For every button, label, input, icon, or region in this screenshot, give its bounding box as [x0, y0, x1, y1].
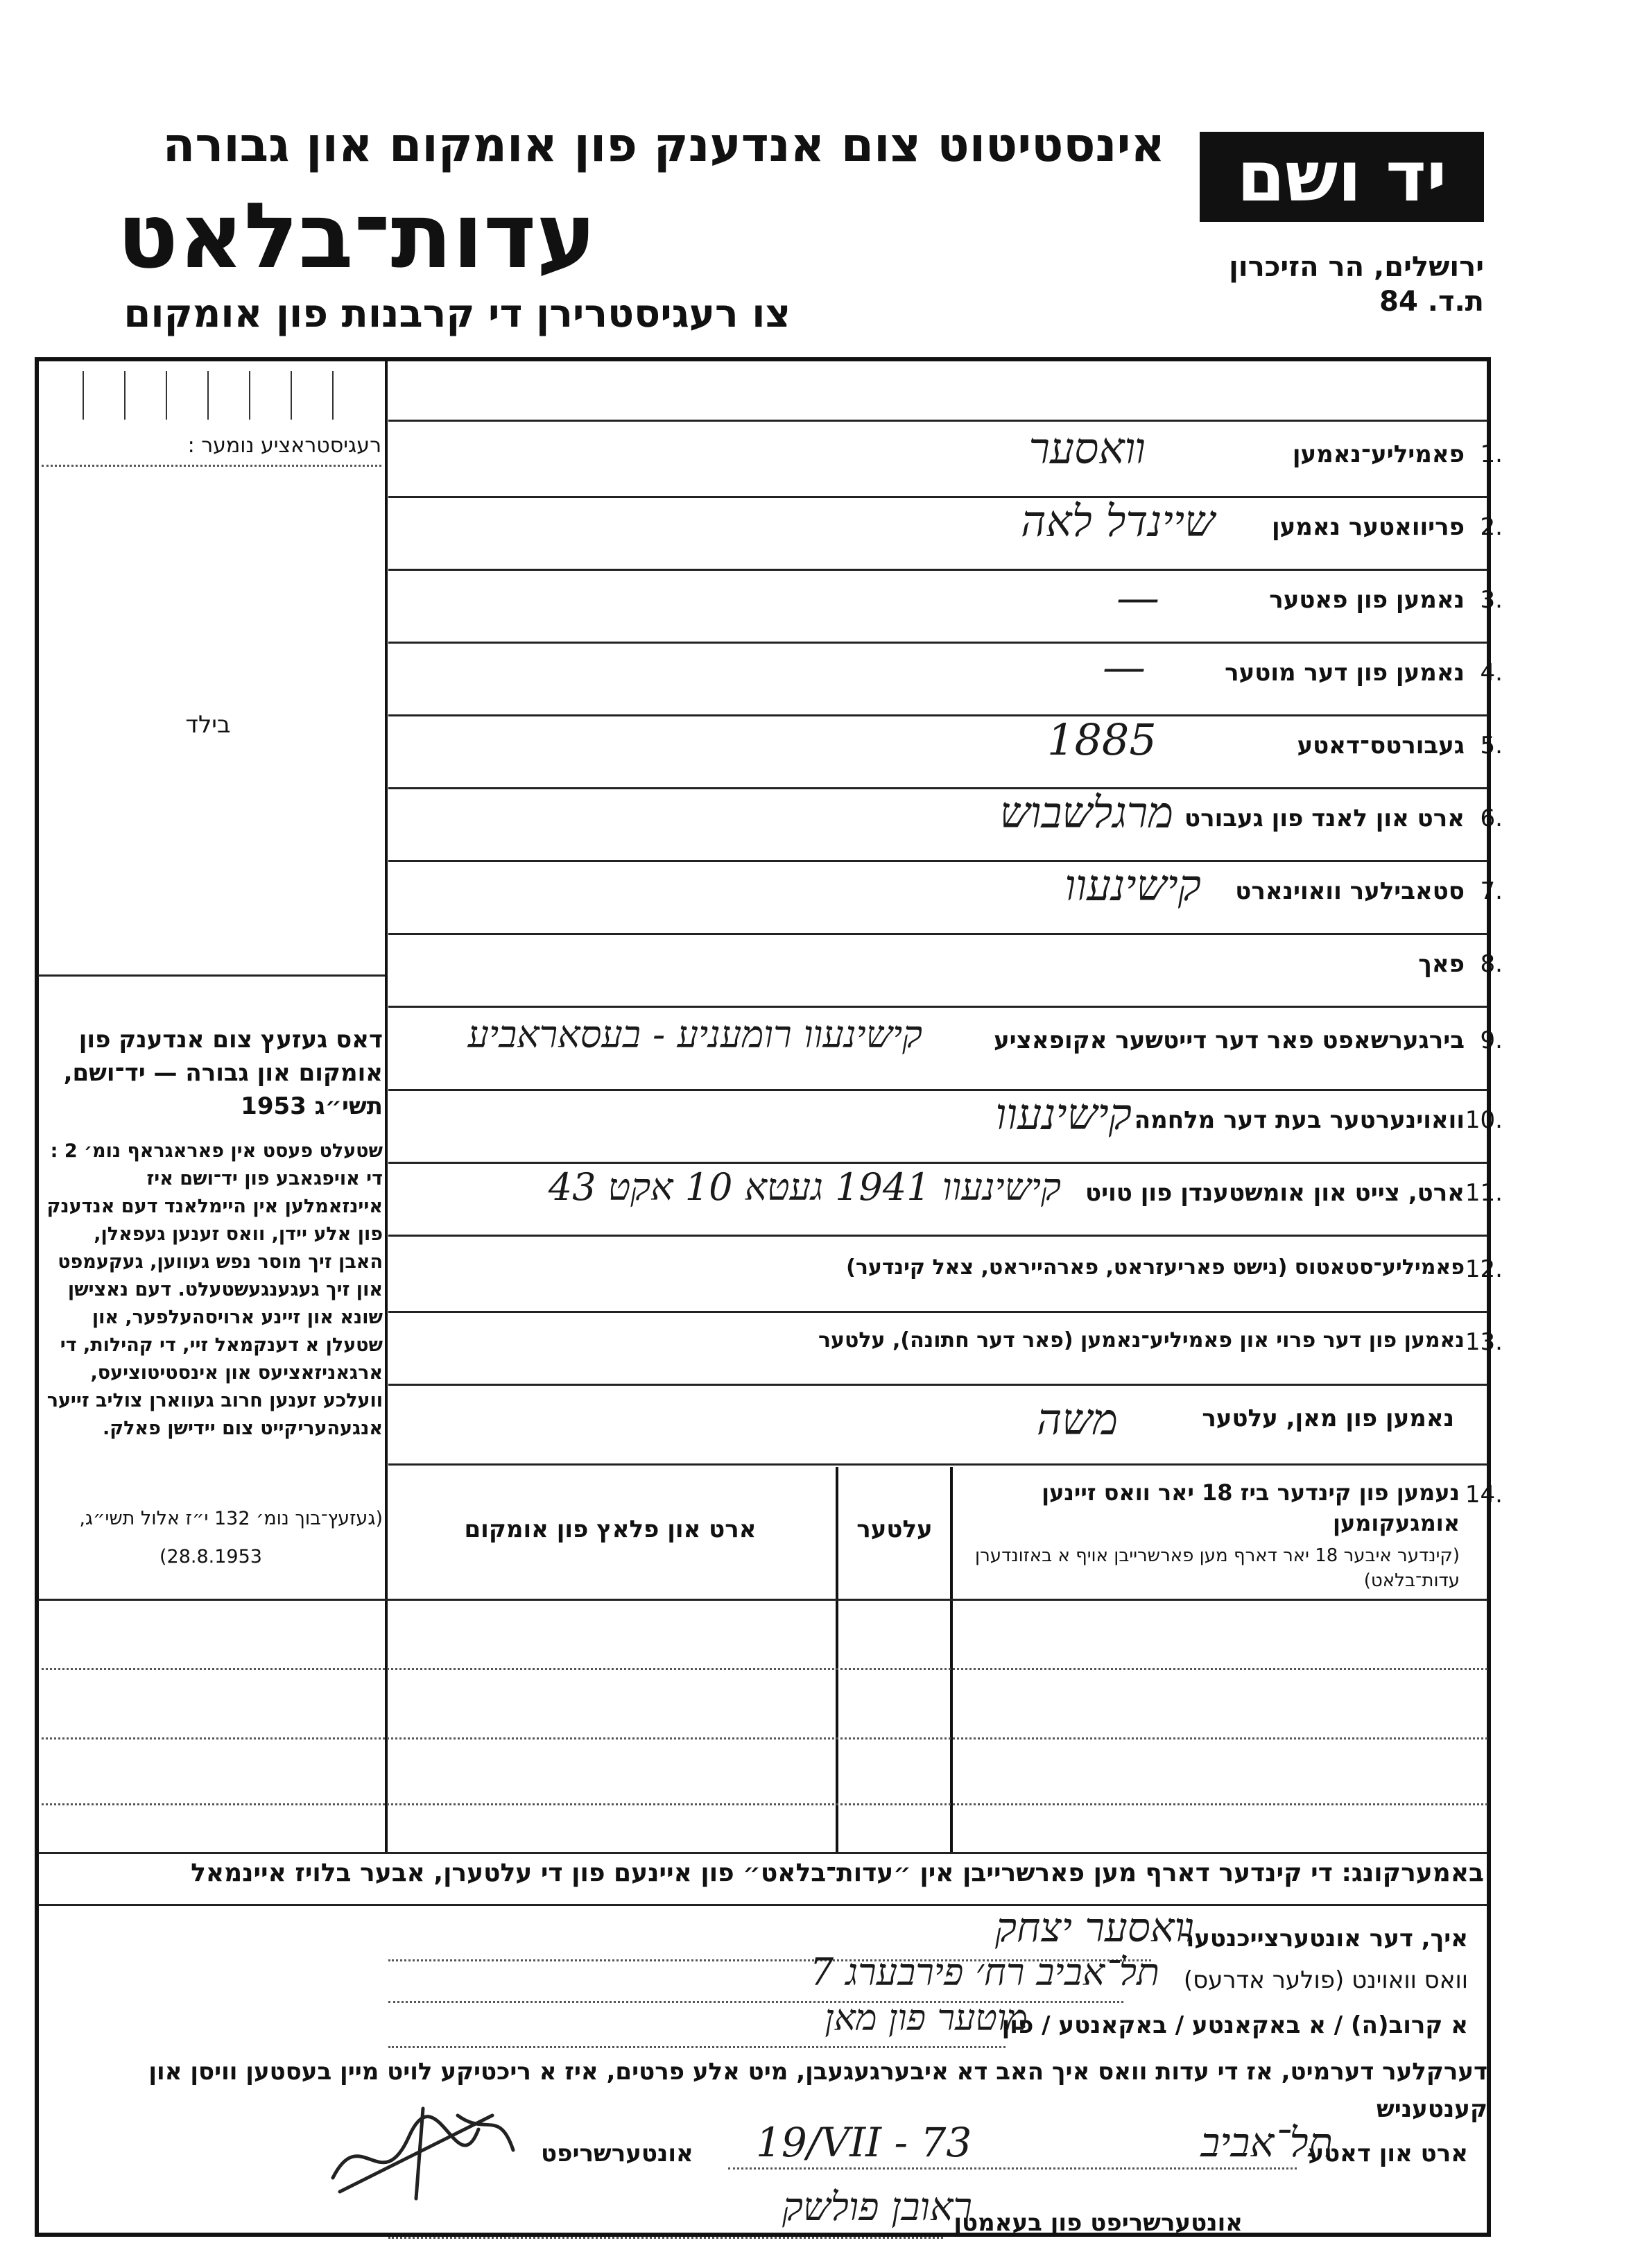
place-value: תל־אביב: [1200, 2119, 1333, 2166]
top-rule: [388, 420, 1487, 422]
field-1-label: פאמיליע־נאמען: [1292, 440, 1465, 468]
page-title: עדות־בלאט: [116, 183, 596, 289]
row-rule-13: [388, 1384, 1487, 1386]
field-13-label: נאמען פון דער פרוי און פאמיליע־נאמען (פאר דער חתונה), עלטער: [818, 1328, 1465, 1352]
field-9-num: 9.: [1480, 1026, 1503, 1054]
field-4-num: 4.: [1480, 659, 1503, 687]
signer-address-value: תל־אביב רח׳ פירבערג 7: [809, 1950, 1159, 1994]
remark-bottom-rule: [38, 1904, 1487, 1906]
row-rule-6: [388, 860, 1487, 862]
field-3-label: נאמען פון פאטער: [1269, 586, 1465, 614]
photo-label: בילד: [185, 711, 231, 739]
address-line-1: ירושלים, הר הזיכרון: [1229, 251, 1484, 283]
field-6-value: מרגלשבוש: [999, 787, 1173, 838]
children-col-divider-2: [836, 1467, 838, 1852]
field-3-num: 3.: [1480, 586, 1503, 614]
signature-scribble: [319, 2095, 527, 2206]
place-date-label: ארט און דאטע: [1308, 2140, 1468, 2167]
field-9-label: בירגערשאפט פאר דער דייטשער אקופאציע: [994, 1026, 1465, 1054]
law-citation: (געזעץ־בוך נומ׳ 132 י״ז אלול תשי״ג,: [79, 1508, 383, 1529]
field-10-value: קישינעוו: [995, 1089, 1132, 1140]
institute-title: אינסטיטוט צום אנדענק פון אומקום און גבורה: [162, 118, 1165, 173]
date-value: 19/VII - 73: [756, 2119, 972, 2166]
row-rule-14: [388, 1463, 1487, 1466]
children-header-rule: [38, 1599, 1487, 1601]
field-7-label: סטאבילער וואוינארט: [1235, 877, 1465, 905]
field-14-num: 14.: [1465, 1481, 1503, 1509]
field-11-label: ארט, צייט און אומשטענדן פון טויט: [1085, 1179, 1465, 1207]
signer-relation-value: מוטער פון מאן: [825, 1998, 1028, 2039]
field-9-value: קישינעוו רומעניע - בעסאראביע: [467, 1013, 922, 1056]
official-signature-label: אונטערשריפט פון בעאמטן: [953, 2209, 1243, 2237]
signer-relation-label: א קרוב(ה) / א באקאנטע / באקאנטע / פון: [1001, 2011, 1468, 2039]
row-rule-3: [388, 642, 1487, 644]
field-5-value: 1885: [1047, 714, 1157, 765]
registration-dotline: [42, 465, 381, 467]
signer-relation-dotline: [388, 2046, 1006, 2048]
law-text: שטעלט פעסט אין פאראגראף נומ׳ 2 : די אויפגאבע פון יד־ושם איז איינזאמלען אין היימלאנד דעם אנדענק פון אלע יידן, וואס זענען געפאלן, האבן זיך מוסר נפש געווען, געקעמפט און זיך געגענגעשטעלט. דעם נאצישן שונא און זיינע ארויסהעלפער, און שטעלן א דענקמאל זיי, די קהילות, די ארגאניזאציעס און אינסטיטוציעס, וועלכע זענען חרוב געווארן צוליב זייער אנגעהעריקייט צום יידישן פאלק.: [46, 1140, 383, 1439]
field-2-label: פריוואטער נאמען: [1271, 513, 1465, 541]
yad-vashem-logo: יד ושם: [1200, 132, 1484, 222]
field-10-label: וואוינערטער בעת דער מלחמה: [1134, 1106, 1465, 1134]
official-signature-dotline: [388, 2237, 943, 2239]
row-rule-8: [388, 1006, 1487, 1008]
field-2-value: שיינדל לאה: [1021, 496, 1215, 547]
signature-scribble-svg: [319, 2095, 527, 2206]
field-3-value: —: [1116, 572, 1159, 623]
page-subtitle: צו רעגיסטרירן די קרבנות פון אומקום: [123, 291, 791, 336]
col-age-header: עלטער: [856, 1515, 933, 1543]
photo-bottom-rule: [38, 974, 385, 977]
official-signature-value: ראובן פולשק: [782, 2185, 972, 2230]
law-heading: דאס געזעץ צום אנדענק פון אומקום און גבורה — יד־ושם, תשי״ג 1953: [63, 1026, 383, 1120]
field-11-value: קישינעוו 1941 געטא 10 אקט 43: [548, 1165, 1061, 1209]
row-rule-5: [388, 787, 1487, 789]
address-line-2: ת.ד. 84: [1379, 286, 1484, 318]
remark-note: באמערקונג: די קינדער דארף מען פארשרייבן אין ״עדות־בלאט״ פון איינעם פון די עלטערן, אבער בלויז איינמאל: [191, 1859, 1484, 1887]
field-14-note: (קינדער איבער 18 יאר דארף מען פארשרייבן אויף א באזונדערן עדות־בלאט): [975, 1545, 1460, 1591]
field-husband-value: משה: [1037, 1394, 1118, 1445]
field-4-label: נאמען פון דער מוטער: [1225, 659, 1465, 687]
field-8-num: 8.: [1480, 950, 1503, 978]
signer-address-label: וואס וואוינט (פולער אדרעס): [1183, 1966, 1468, 1994]
field-5-num: 5.: [1480, 732, 1503, 759]
address-block: [1179, 250, 1484, 319]
children-dotline-3: [42, 1803, 1487, 1805]
field-7-num: 7.: [1480, 877, 1503, 905]
row-rule-1: [388, 496, 1487, 498]
registration-strip: [42, 364, 381, 427]
field-14-label: נעמען פון קינדער ביז 18 יאר וואס זיינען אומגעקומען: [1042, 1479, 1460, 1536]
signer-name-label: איך, דער אונטערצייכנטער: [1180, 1925, 1468, 1952]
signer-declaration: דערקלער דערמיט, אז די עדות וואס איך האב דא איבערגעגעבן, מיט אלע פרטים, איז א ריכטיקע לויט מיין בעסטען וויסן און קענטעניש: [148, 2058, 1487, 2123]
left-column-divider: [385, 361, 388, 1852]
field-12-label: פאמיליע־סטאטוס (נישט פאריעזראט, פארהייראט, צאל קינדער): [846, 1255, 1465, 1280]
signer-name-value: װאסער יצחק: [995, 1904, 1194, 1951]
field-11-num: 11.: [1465, 1179, 1503, 1207]
field-6-label: ארט און לאנד פון געבורט: [1184, 805, 1465, 832]
row-rule-7: [388, 933, 1487, 935]
field-1-value: װאסער: [1028, 423, 1146, 474]
registration-label: רעגיסטראציע נומער :: [187, 433, 381, 458]
children-col-divider-1: [950, 1467, 953, 1852]
children-dotline-2: [42, 1737, 1487, 1739]
field-1-num: 1.: [1480, 440, 1503, 468]
field-13-num: 13.: [1465, 1328, 1503, 1356]
row-rule-4: [388, 714, 1487, 716]
row-rule-9: [388, 1089, 1487, 1091]
field-6-num: 6.: [1480, 805, 1503, 832]
field-2-num: 2.: [1480, 513, 1503, 541]
field-10-num: 10.: [1465, 1106, 1503, 1134]
field-5-label: געבורטס־דאטע: [1297, 732, 1465, 759]
field-husband-label: נאמען פון מאן, עלטער: [1202, 1404, 1454, 1432]
field-12-num: 12.: [1465, 1255, 1503, 1283]
field-4-value: —: [1103, 642, 1146, 692]
children-bottom-rule: [38, 1852, 1487, 1854]
field-8-label: פאך: [1418, 950, 1465, 978]
place-date-dotline: [728, 2167, 1297, 2170]
row-rule-2: [388, 569, 1487, 571]
signature-label: אונטערשריפט: [541, 2140, 693, 2167]
law-date: (28.8.1953: [159, 1546, 262, 1567]
col-place-header: ארט און פלאץ פון אומקום: [464, 1515, 757, 1543]
children-dotline-1: [42, 1668, 1487, 1670]
row-rule-12: [388, 1311, 1487, 1313]
row-rule-10: [388, 1162, 1487, 1164]
field-7-value: קישינעוו: [1064, 860, 1201, 911]
row-rule-11: [388, 1235, 1487, 1237]
registration-ticks: [42, 364, 381, 427]
